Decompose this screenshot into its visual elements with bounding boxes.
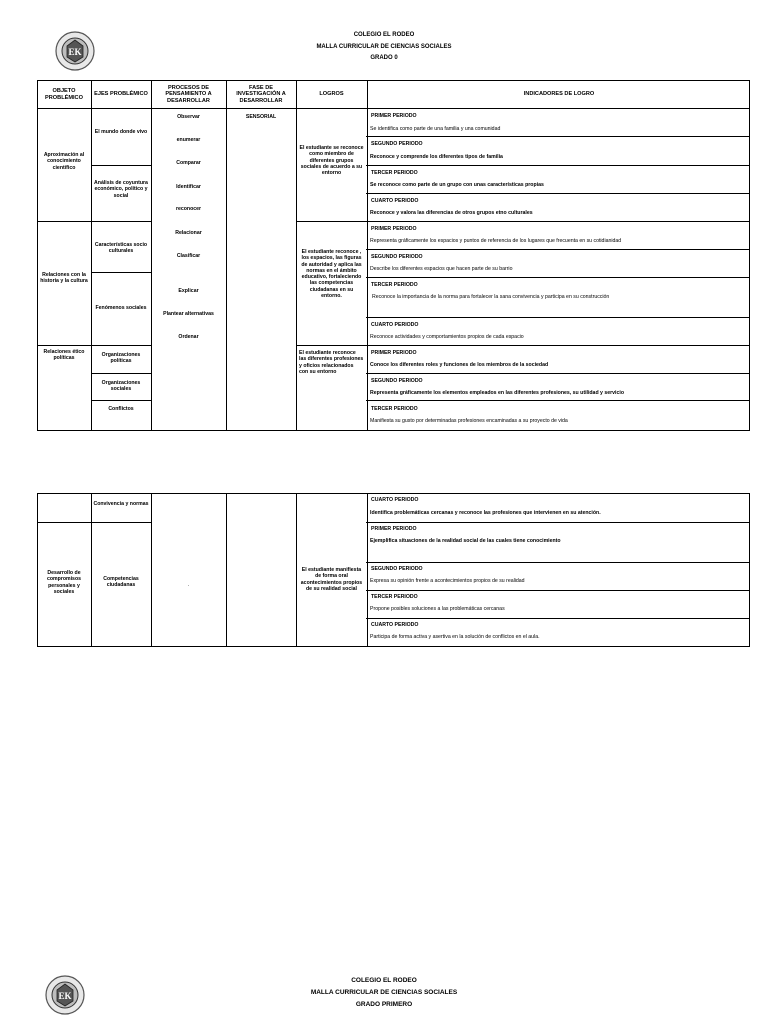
periodo-label: PRIMER PERIODO [371,350,417,356]
indicador-text: Identifica problemáticas cercanas y reconoce las profesiones que intervienen en su atención. [370,510,601,516]
proceso-item: enumerar [176,137,201,143]
eje-cell: Análisis de coyuntura económico, político y social [94,180,148,199]
logro-cell: El estudiante manifiesta de forma oral acontecimientos propios de su realidad social [300,567,363,592]
col-header-ejes: EJES PROBLÉMICO [94,91,148,98]
logro-cell: El estudiante se reconoce como miembro de diferentes grupos sociales de acuerdo a su entorno [299,145,364,177]
indicador-text: Participa de forma activa y asertiva en la solución de conflictos en el aula. [370,634,540,640]
periodo-label: SEGUNDO PERIODO [371,378,423,384]
objeto-cell: Desarrollo de compromisos personales y sociales [46,570,81,595]
periodo-label: TERCER PERIODO [371,594,418,600]
proceso-item: Clasificar [176,253,201,259]
proceso-item: Ordenar [178,334,199,340]
col-header-indicadores: INDICADORES DE LOGRO [523,91,595,98]
indicador-text: Se reconoce como parte de un grupo con unas características propias [370,182,544,188]
proceso-item: Observar [177,114,200,120]
eje-cell: Fenómenos sociales [95,305,147,311]
logro-cell: El estudiante reconoce , los espacios, las figuras de autoridad y aplica las normas en el ámbito educativo, fortaleciendo las competencias ciudadanas en su entorno. [301,249,362,300]
fase-cell: SENSORIAL [245,114,277,120]
objeto-cell: Relaciones ético políticas [43,349,85,362]
periodo-label: TERCER PERIODO [371,406,418,412]
periodo-label: CUARTO PERIODO [371,497,419,503]
periodo-label: PRIMER PERIODO [371,113,417,119]
document-title: MALLA CURRICULAR DE CIENCIAS SOCIALES [310,989,458,996]
eje-cell: Organizaciones políticas [101,352,141,365]
page-header [0,30,768,65]
objeto-cell: Aproximación al conocimiento científico [43,152,85,171]
periodo-label: SEGUNDO PERIODO [371,254,423,260]
indicador-text: Representa gráficamente los espacios y puntos de referencia de los lugares que frecuenta en su cotidianidad [370,238,622,244]
indicador-text: Representa gráficamente los elementos empleados en las diferentes profesiones, su utilidad y servicio [370,390,624,396]
school-name: COLEGIO EL RODEO [353,32,415,38]
periodo-label: SEGUNDO PERIODO [371,566,423,572]
indicador-text: Ejemplifica situaciones de la realidad social de las cuales tiene conocimiento [370,538,561,544]
document-title: MALLA CURRICULAR DE CIENCIAS SOCIALES [316,43,452,50]
indicador-text: Expresa su opinión frente a acontecimientos propios de su realidad [370,578,525,584]
col-header-fase: FASE DE INVESTIGACIÓN A DESARROLLAR [236,84,286,104]
col-header-logros: LOGROS [319,91,344,98]
periodo-label: TERCER PERIODO [371,170,418,176]
grade-label: GRADO 0 [370,55,398,61]
indicador-text: Conoce los diferentes roles y funciones de los miembros de la sociedad [370,362,549,368]
eje-cell: Convivencia y normas [93,501,149,507]
eje-cell: Competencias ciudadanas [103,576,139,589]
proceso-item: Relacionar [175,230,202,236]
proceso-item: Identificar [176,184,201,190]
proceso-item: reconocer [175,206,202,212]
periodo-label: TERCER PERIODO [371,282,418,288]
logro-cell: El estudiante reconoce las diferentes profesiones y oficios relacionados con su entorno [299,350,364,375]
objeto-cell: Relaciones con la historia y la cultura [40,272,88,285]
col-header-objeto: OBJETO PROBLÉMICO [45,88,83,101]
eje-cell: Organizaciones sociales [101,380,141,393]
eje-cell: Conflictos [108,406,134,412]
svg-text:EK: EK [68,47,82,57]
indicador-text: Reconoce la importancia de la norma para fortalecer la sana convivencia y participa en su construcción [372,294,610,300]
proceso-item: Comparar [176,160,201,166]
indicador-text: Reconoce y comprende los diferentes tipos de familia [370,154,503,160]
proceso-cell: . [187,582,190,588]
periodo-label: CUARTO PERIODO [371,622,419,628]
periodo-label: SEGUNDO PERIODO [371,141,423,147]
svg-text:EK: EK [58,991,72,1001]
indicador-text: Propone posibles soluciones a las problemáticas cercanas [370,606,505,612]
proceso-item: Plantear alternativas [163,311,214,317]
page-header [0,975,768,1011]
grade-label: GRADO PRIMERO [355,1001,413,1008]
indicador-text: Se identifica como parte de una familia y una comunidad [370,126,501,132]
indicador-text: Reconoce y valora las diferencias de otros grupos etno culturales [370,210,533,216]
indicador-text: Manifiesta su gusto por determinadas profesiones encaminadas a su proyecto de vida [370,418,568,424]
periodo-label: CUARTO PERIODO [371,322,419,328]
periodo-label: CUARTO PERIODO [371,198,419,204]
col-header-procesos: PROCESOS DE PENSAMIENTO A DESARROLLAR [165,84,212,104]
indicador-text: Reconoce actividades y comportamientos propios de cada espacio [370,334,524,340]
periodo-label: PRIMER PERIODO [371,526,417,532]
proceso-item: Explicar [178,288,199,294]
school-name: COLEGIO EL RODEO [351,977,417,984]
indicador-text: Describe los diferentes espacios que hacen parte de su barrio [370,266,513,272]
periodo-label: PRIMER PERIODO [371,226,417,232]
eje-cell: Características socio culturales [94,242,148,255]
eje-cell: El mundo donde vivo [94,129,148,135]
